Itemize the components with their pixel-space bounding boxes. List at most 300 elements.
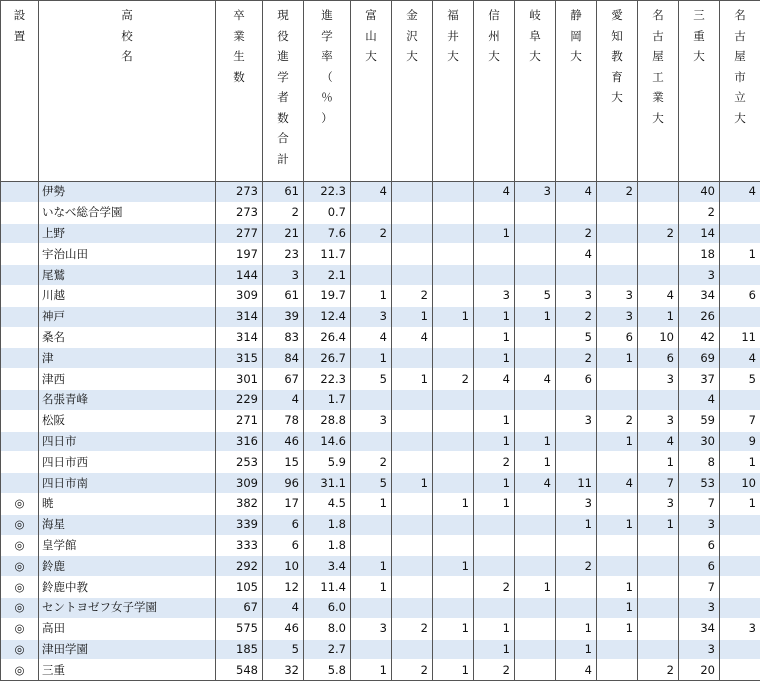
school-name: 津田学園	[39, 639, 216, 660]
cell-kanazawa-univ: 2	[392, 618, 433, 639]
school-name: 四日市	[39, 431, 216, 452]
cell-advancement-rate: 0.7	[304, 202, 351, 223]
cell-kanazawa-univ	[392, 389, 433, 410]
cell-graduates: 309	[216, 473, 263, 494]
table-row	[1, 306, 760, 327]
cell-kanazawa-univ	[392, 182, 433, 203]
col-header-char: 岐	[529, 5, 541, 26]
cell-shinshu-univ	[474, 556, 515, 577]
cell-total-advancing: 6	[263, 535, 304, 556]
col-header-char: 役	[277, 26, 289, 47]
col-header-total-advancing	[263, 1, 304, 182]
cell-gifu-univ	[515, 535, 556, 556]
cell-shinshu-univ: 4	[474, 182, 515, 203]
cell-shinshu-univ: 2	[474, 660, 515, 681]
cell-nagoya-inst-tech: 7	[638, 473, 679, 494]
cell-graduates: 575	[216, 618, 263, 639]
cell-nagoya-inst-tech	[638, 618, 679, 639]
cell-gifu-univ	[515, 660, 556, 681]
cell-mie-univ: 14	[679, 223, 720, 244]
cell-aichi-edu-univ: 1	[597, 577, 638, 598]
table-row	[1, 660, 760, 681]
cell-nagoya-inst-tech: 3	[638, 410, 679, 431]
private-mark: ◎	[1, 618, 39, 639]
cell-graduates: 316	[216, 431, 263, 452]
col-header-char: 州	[488, 26, 500, 47]
cell-fukui-univ	[433, 182, 474, 203]
col-header-char: 生	[233, 46, 245, 67]
col-header-char: 大	[570, 46, 582, 67]
col-header-char: 大	[365, 46, 377, 67]
cell-shizuoka-univ	[556, 431, 597, 452]
col-header-char: 大	[611, 87, 623, 108]
cell-advancement-rate: 1.8	[304, 514, 351, 535]
cell-graduates: 105	[216, 577, 263, 598]
cell-nagoya-city-univ	[720, 223, 760, 244]
table-row	[1, 493, 760, 514]
cell-gifu-univ	[515, 618, 556, 639]
col-header-char: 率	[321, 46, 333, 67]
col-header-char: 進	[321, 5, 333, 26]
cell-total-advancing: 10	[263, 556, 304, 577]
private-mark	[1, 244, 39, 265]
private-mark	[1, 182, 39, 203]
cell-nagoya-city-univ: 11	[720, 327, 760, 348]
cell-gifu-univ	[515, 597, 556, 618]
cell-kanazawa-univ: 1	[392, 306, 433, 327]
cell-nagoya-city-univ	[720, 556, 760, 577]
cell-aichi-edu-univ: 1	[597, 514, 638, 535]
cell-nagoya-city-univ: 4	[720, 182, 760, 203]
cell-nagoya-city-univ	[720, 597, 760, 618]
table-row	[1, 265, 760, 286]
cell-nagoya-inst-tech: 1	[638, 514, 679, 535]
cell-total-advancing: 2	[263, 202, 304, 223]
col-header-char: ）	[321, 108, 333, 129]
cell-total-advancing: 6	[263, 514, 304, 535]
cell-aichi-edu-univ: 3	[597, 306, 638, 327]
cell-nagoya-city-univ: 1	[720, 452, 760, 473]
cell-kanazawa-univ	[392, 514, 433, 535]
private-mark	[1, 473, 39, 494]
cell-toyama-univ	[351, 202, 392, 223]
cell-nagoya-city-univ	[720, 660, 760, 681]
cell-gifu-univ: 5	[515, 285, 556, 306]
cell-advancement-rate: 5.9	[304, 452, 351, 473]
cell-nagoya-city-univ	[720, 514, 760, 535]
col-header-char: 名	[652, 5, 664, 26]
col-header-char: 者	[277, 87, 289, 108]
cell-gifu-univ	[515, 202, 556, 223]
private-mark: ◎	[1, 535, 39, 556]
cell-shizuoka-univ	[556, 577, 597, 598]
cell-total-advancing: 61	[263, 285, 304, 306]
cell-nagoya-city-univ: 1	[720, 244, 760, 265]
cell-shinshu-univ: 1	[474, 410, 515, 431]
col-header-shizuoka-univ	[556, 1, 597, 182]
cell-kanazawa-univ	[392, 577, 433, 598]
col-header-toyama-univ	[351, 1, 392, 182]
col-header-char: 屋	[652, 46, 664, 67]
cell-mie-univ: 30	[679, 431, 720, 452]
private-mark	[1, 410, 39, 431]
cell-toyama-univ	[351, 244, 392, 265]
cell-fukui-univ	[433, 514, 474, 535]
cell-aichi-edu-univ	[597, 660, 638, 681]
cell-toyama-univ	[351, 265, 392, 286]
cell-toyama-univ	[351, 535, 392, 556]
col-header-char: 井	[447, 26, 459, 47]
cell-toyama-univ	[351, 431, 392, 452]
private-mark	[1, 348, 39, 369]
cell-advancement-rate: 26.4	[304, 327, 351, 348]
cell-shizuoka-univ: 1	[556, 618, 597, 639]
cell-fukui-univ	[433, 535, 474, 556]
cell-shinshu-univ: 1	[474, 493, 515, 514]
cell-toyama-univ: 5	[351, 473, 392, 494]
col-header-char: 計	[277, 149, 289, 170]
header-row	[1, 1, 760, 182]
cell-gifu-univ	[515, 389, 556, 410]
col-header-mie-univ	[679, 1, 720, 182]
cell-nagoya-city-univ	[720, 389, 760, 410]
cell-advancement-rate: 19.7	[304, 285, 351, 306]
private-mark	[1, 265, 39, 286]
col-header-char: 福	[447, 5, 459, 26]
cell-shinshu-univ	[474, 389, 515, 410]
cell-total-advancing: 83	[263, 327, 304, 348]
cell-shizuoka-univ: 6	[556, 369, 597, 390]
cell-fukui-univ	[433, 223, 474, 244]
private-mark	[1, 202, 39, 223]
cell-shinshu-univ: 1	[474, 223, 515, 244]
school-name: 四日市南	[39, 473, 216, 494]
cell-shinshu-univ	[474, 597, 515, 618]
cell-gifu-univ: 1	[515, 577, 556, 598]
school-name: 津西	[39, 369, 216, 390]
cell-toyama-univ: 1	[351, 660, 392, 681]
col-header-char: 金	[406, 5, 418, 26]
cell-advancement-rate: 31.1	[304, 473, 351, 494]
cell-fukui-univ: 1	[433, 306, 474, 327]
cell-toyama-univ	[351, 389, 392, 410]
col-header-char: 校	[121, 26, 133, 47]
cell-gifu-univ	[515, 639, 556, 660]
cell-gifu-univ	[515, 493, 556, 514]
cell-fukui-univ	[433, 265, 474, 286]
cell-fukui-univ	[433, 639, 474, 660]
table-row	[1, 618, 760, 639]
cell-shinshu-univ	[474, 202, 515, 223]
cell-fukui-univ	[433, 473, 474, 494]
cell-nagoya-city-univ: 5	[720, 369, 760, 390]
cell-shizuoka-univ: 3	[556, 410, 597, 431]
col-header-char: 数	[233, 67, 245, 88]
cell-nagoya-inst-tech	[638, 556, 679, 577]
cell-fukui-univ	[433, 452, 474, 473]
school-name: 尾鷲	[39, 265, 216, 286]
cell-graduates: 309	[216, 285, 263, 306]
col-header-char: 知	[611, 26, 623, 47]
table-row	[1, 369, 760, 390]
col-header-char: 名	[734, 5, 746, 26]
col-header-shinshu-univ	[474, 1, 515, 182]
col-header-char: 山	[365, 26, 377, 47]
cell-nagoya-inst-tech	[638, 182, 679, 203]
col-header-char: 大	[488, 46, 500, 67]
cell-total-advancing: 12	[263, 577, 304, 598]
cell-nagoya-inst-tech: 1	[638, 452, 679, 473]
cell-nagoya-inst-tech: 4	[638, 431, 679, 452]
cell-gifu-univ	[515, 410, 556, 431]
cell-mie-univ: 7	[679, 577, 720, 598]
cell-toyama-univ: 1	[351, 556, 392, 577]
school-name: 宇治山田	[39, 244, 216, 265]
table-row	[1, 473, 760, 494]
private-mark: ◎	[1, 577, 39, 598]
cell-total-advancing: 5	[263, 639, 304, 660]
cell-graduates: 67	[216, 597, 263, 618]
school-name: いなべ総合学園	[39, 202, 216, 223]
col-header-fukui-univ	[433, 1, 474, 182]
cell-mie-univ: 42	[679, 327, 720, 348]
cell-shizuoka-univ	[556, 202, 597, 223]
cell-aichi-edu-univ	[597, 223, 638, 244]
cell-mie-univ: 6	[679, 556, 720, 577]
col-header-setting	[1, 1, 39, 182]
cell-shizuoka-univ: 5	[556, 327, 597, 348]
cell-advancement-rate: 28.8	[304, 410, 351, 431]
col-header-char: 置	[14, 26, 26, 47]
cell-aichi-edu-univ: 1	[597, 431, 638, 452]
col-header-char: 大	[734, 108, 746, 129]
cell-fukui-univ	[433, 244, 474, 265]
cell-total-advancing: 61	[263, 182, 304, 203]
col-header-char: 大	[447, 46, 459, 67]
cell-gifu-univ: 1	[515, 431, 556, 452]
cell-total-advancing: 46	[263, 431, 304, 452]
cell-advancement-rate: 22.3	[304, 369, 351, 390]
col-header-char: 進	[277, 46, 289, 67]
cell-graduates: 144	[216, 265, 263, 286]
cell-mie-univ: 20	[679, 660, 720, 681]
cell-shinshu-univ	[474, 535, 515, 556]
cell-advancement-rate: 14.6	[304, 431, 351, 452]
table-row	[1, 410, 760, 431]
cell-total-advancing: 78	[263, 410, 304, 431]
cell-shinshu-univ: 3	[474, 285, 515, 306]
cell-toyama-univ	[351, 597, 392, 618]
col-header-char: 古	[652, 26, 664, 47]
school-name: 暁	[39, 493, 216, 514]
col-header-char: 市	[734, 67, 746, 88]
cell-total-advancing: 46	[263, 618, 304, 639]
cell-nagoya-inst-tech	[638, 389, 679, 410]
cell-aichi-edu-univ: 6	[597, 327, 638, 348]
cell-nagoya-city-univ	[720, 535, 760, 556]
cell-kanazawa-univ	[392, 431, 433, 452]
cell-nagoya-city-univ: 4	[720, 348, 760, 369]
cell-nagoya-inst-tech	[638, 535, 679, 556]
cell-graduates: 548	[216, 660, 263, 681]
cell-nagoya-city-univ	[720, 639, 760, 660]
cell-kanazawa-univ: 2	[392, 660, 433, 681]
cell-advancement-rate: 1.8	[304, 535, 351, 556]
cell-graduates: 292	[216, 556, 263, 577]
cell-shinshu-univ: 1	[474, 327, 515, 348]
cell-kanazawa-univ	[392, 535, 433, 556]
col-header-char: ％	[321, 87, 333, 108]
cell-gifu-univ: 4	[515, 473, 556, 494]
private-mark: ◎	[1, 639, 39, 660]
cell-toyama-univ: 1	[351, 285, 392, 306]
cell-fukui-univ	[433, 597, 474, 618]
col-header-char: 学	[277, 67, 289, 88]
col-header-char: 大	[693, 46, 705, 67]
cell-shizuoka-univ: 4	[556, 182, 597, 203]
cell-gifu-univ: 1	[515, 306, 556, 327]
cell-nagoya-inst-tech: 6	[638, 348, 679, 369]
cell-mie-univ: 3	[679, 265, 720, 286]
table-row	[1, 389, 760, 410]
cell-nagoya-inst-tech	[638, 265, 679, 286]
school-name: 皇学館	[39, 535, 216, 556]
school-name: セントヨゼフ女子学園	[39, 597, 216, 618]
private-mark	[1, 306, 39, 327]
private-mark: ◎	[1, 556, 39, 577]
school-name: 鈴鹿	[39, 556, 216, 577]
col-header-char: 育	[611, 67, 623, 88]
school-name: 松阪	[39, 410, 216, 431]
col-header-char: 大	[529, 46, 541, 67]
private-mark	[1, 285, 39, 306]
cell-total-advancing: 4	[263, 389, 304, 410]
cell-kanazawa-univ	[392, 348, 433, 369]
cell-kanazawa-univ	[392, 597, 433, 618]
cell-aichi-edu-univ: 1	[597, 348, 638, 369]
table-row	[1, 348, 760, 369]
cell-advancement-rate: 11.7	[304, 244, 351, 265]
col-header-char: 学	[321, 26, 333, 47]
cell-gifu-univ: 1	[515, 452, 556, 473]
cell-graduates: 382	[216, 493, 263, 514]
cell-graduates: 197	[216, 244, 263, 265]
cell-total-advancing: 4	[263, 597, 304, 618]
cell-shizuoka-univ: 1	[556, 514, 597, 535]
school-name: 海星	[39, 514, 216, 535]
table-row	[1, 223, 760, 244]
cell-gifu-univ	[515, 327, 556, 348]
col-header-nagoya-inst-tech	[638, 1, 679, 182]
cell-kanazawa-univ	[392, 265, 433, 286]
cell-graduates: 273	[216, 182, 263, 203]
cell-shizuoka-univ	[556, 265, 597, 286]
cell-graduates: 314	[216, 306, 263, 327]
cell-total-advancing: 67	[263, 369, 304, 390]
cell-mie-univ: 34	[679, 285, 720, 306]
cell-fukui-univ	[433, 348, 474, 369]
cell-shizuoka-univ: 3	[556, 493, 597, 514]
cell-aichi-edu-univ	[597, 556, 638, 577]
table-row	[1, 597, 760, 618]
cell-mie-univ: 53	[679, 473, 720, 494]
col-header-char: 業	[652, 87, 664, 108]
cell-total-advancing: 84	[263, 348, 304, 369]
cell-aichi-edu-univ: 1	[597, 618, 638, 639]
cell-shizuoka-univ: 1	[556, 639, 597, 660]
cell-shinshu-univ	[474, 514, 515, 535]
cell-toyama-univ: 2	[351, 223, 392, 244]
cell-mie-univ: 18	[679, 244, 720, 265]
col-header-nagoya-city-univ	[720, 1, 760, 182]
cell-nagoya-inst-tech	[638, 597, 679, 618]
cell-shinshu-univ: 2	[474, 577, 515, 598]
cell-aichi-edu-univ	[597, 452, 638, 473]
cell-toyama-univ: 1	[351, 577, 392, 598]
cell-mie-univ: 26	[679, 306, 720, 327]
col-header-char: 岡	[570, 26, 582, 47]
col-header-char: 大	[406, 46, 418, 67]
cell-fukui-univ: 2	[433, 369, 474, 390]
cell-graduates: 301	[216, 369, 263, 390]
cell-toyama-univ	[351, 639, 392, 660]
cell-toyama-univ: 2	[351, 452, 392, 473]
cell-mie-univ: 34	[679, 618, 720, 639]
private-mark	[1, 369, 39, 390]
school-name: 桑名	[39, 327, 216, 348]
cell-nagoya-inst-tech	[638, 639, 679, 660]
cell-fukui-univ: 1	[433, 556, 474, 577]
cell-shizuoka-univ: 4	[556, 660, 597, 681]
cell-aichi-edu-univ	[597, 202, 638, 223]
cell-aichi-edu-univ	[597, 493, 638, 514]
cell-mie-univ: 7	[679, 493, 720, 514]
cell-graduates: 253	[216, 452, 263, 473]
cell-shizuoka-univ: 11	[556, 473, 597, 494]
cell-nagoya-city-univ: 9	[720, 431, 760, 452]
cell-kanazawa-univ	[392, 493, 433, 514]
cell-aichi-edu-univ	[597, 535, 638, 556]
cell-advancement-rate: 1.7	[304, 389, 351, 410]
cell-toyama-univ: 3	[351, 306, 392, 327]
cell-toyama-univ: 3	[351, 410, 392, 431]
cell-nagoya-inst-tech	[638, 244, 679, 265]
cell-advancement-rate: 2.7	[304, 639, 351, 660]
cell-kanazawa-univ: 4	[392, 327, 433, 348]
private-mark: ◎	[1, 597, 39, 618]
col-header-char: 屋	[734, 46, 746, 67]
col-header-aichi-edu-univ	[597, 1, 638, 182]
cell-mie-univ: 69	[679, 348, 720, 369]
cell-total-advancing: 96	[263, 473, 304, 494]
cell-gifu-univ	[515, 223, 556, 244]
school-name: 上野	[39, 223, 216, 244]
cell-aichi-edu-univ	[597, 639, 638, 660]
cell-advancement-rate: 4.5	[304, 493, 351, 514]
cell-toyama-univ: 1	[351, 348, 392, 369]
cell-advancement-rate: 3.4	[304, 556, 351, 577]
col-header-char: 教	[611, 46, 623, 67]
cell-nagoya-city-univ: 1	[720, 493, 760, 514]
cell-fukui-univ	[433, 577, 474, 598]
cell-graduates: 315	[216, 348, 263, 369]
cell-shizuoka-univ: 2	[556, 348, 597, 369]
school-name: 四日市西	[39, 452, 216, 473]
table-row	[1, 452, 760, 473]
cell-kanazawa-univ	[392, 223, 433, 244]
col-header-char: 古	[734, 26, 746, 47]
cell-mie-univ: 2	[679, 202, 720, 223]
